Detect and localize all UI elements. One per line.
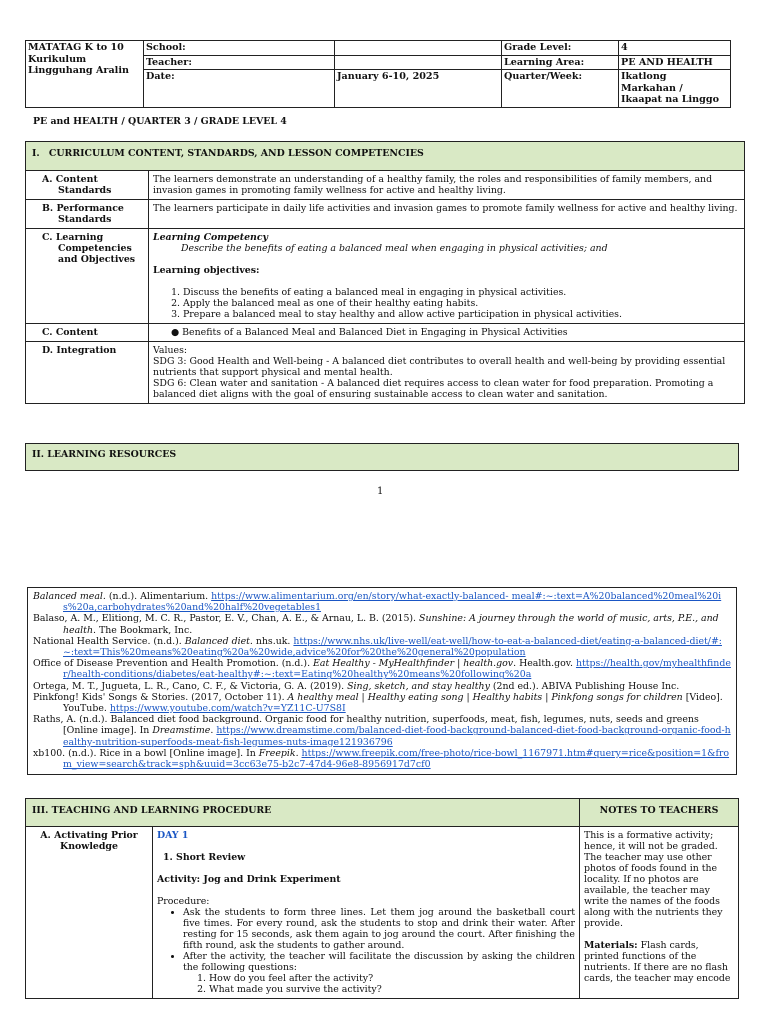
- objective-item: 3. Prepare a balanced meal to stay healthy and allow active participation in physical activities.: [183, 309, 740, 320]
- reference-link[interactable]: https://www.alimentarium.org/en/story/what-exactly-balanced- meal#:~:text=A%20balanced%20meal%20is%20a,carbohydrates%20and%20half%20vegetables1: [63, 591, 722, 614]
- curriculum-title: MATATAG K to 10 Kurikulum Lingguhang Aralin: [26, 41, 144, 108]
- sdg6-text: SDG 6: Clean water and sanitation - A balanced diet requires access to clean water for food preparation. Promoting a balanced diet aligns with the goal of ensuring sustainable access to clean water and sanitation.: [153, 378, 714, 400]
- performance-standards-label: B. Performance Standards: [26, 200, 149, 229]
- performance-standards-text: The learners participate in daily life activities and invasion games to promote family wellness for active and healthy living.: [149, 200, 745, 229]
- notes-header: NOTES TO TEACHERS: [580, 799, 739, 827]
- questions-list: [183, 973, 575, 995]
- reference-item: Office of Disease Prevention and Health Promotion. (n.d.). Eat Healthy - MyHealthfinder | health.gov. Health.gov. https://health.gov/myhealthfinder/health-conditions/diabetes/eat-healthy#:~:text=Eating%20healthy%20means%20following%20a: [33, 658, 731, 681]
- grade-label: Grade Level:: [502, 41, 619, 56]
- area-label: Learning Area:: [502, 55, 619, 70]
- reference-link[interactable]: https://www.dreamstime.com/balanced-diet-food-background-balanced-diet-food-background-organic-food-healthy-nutrition-superfoods-meat-fish-legumes-nuts-image121936796: [63, 725, 731, 748]
- date-value: January 6-10, 2025: [335, 70, 502, 108]
- integration-label: D. Integration: [26, 342, 149, 404]
- activating-knowledge-label: A. Activating Prior Knowledge: [26, 827, 153, 999]
- reference-item: Balaso, A. M., Elitiong, M. C. R., Pastor, E. V., Chan, A. E., & Arnau, L. B. (2015). Sunshine: A journey through the world of music, arts, P.E., and health. The Bookmark, Inc.: [33, 613, 719, 636]
- competency-text: Describe the benefits of eating a balanced meal when engaging in physical activities; and: [181, 243, 608, 254]
- procedure-table: [25, 798, 739, 999]
- objective-item: 2. Apply the balanced meal as one of their healthy eating habits.: [183, 298, 740, 309]
- reference-link[interactable]: https://www.freepik.com/free-photo/rice-bowl_1167971.htm#query=rice&position=1&from_view=search&track=sph&uuid=3cc63e75-b2c7-47d4-96e8-8956917d7cf0: [63, 747, 730, 771]
- sdg3-text: SDG 3: Good Health and Well-being - A balanced diet contributes to overall health and well-being by providing essential nutrients that support physical and mental health.: [153, 356, 726, 378]
- section1-title: CURRICULUM CONTENT, STANDARDS, AND LESSON COMPETENCIES: [48, 148, 424, 159]
- date-label: Date:: [144, 70, 335, 108]
- grade-value: 4: [619, 41, 731, 56]
- objective-item: 1. Discuss the benefits of eating a balanced meal in engaging in physical activities.: [183, 287, 740, 298]
- activating-knowledge-content: [153, 827, 580, 999]
- question-item: 1. How do you feel after the activity?: [209, 973, 575, 984]
- area-value: PE AND HEALTH: [619, 55, 731, 70]
- references-box: [27, 587, 737, 775]
- integration-text: [149, 342, 745, 404]
- reference-item: National Health Service. (n.d.). Balanced diet. nhs.uk. https://www.nhs.uk/live-well/eat-well/how-to-eat-a-balanced-diet/eating-a-balanced-diet/#:~:text=This%20means%20eating%20a%20wide,advice%20for%20the%20general%20population: [33, 635, 722, 659]
- school-label: School:: [144, 41, 335, 56]
- bullet-icon: ●: [171, 327, 180, 338]
- content-label: C. Content: [26, 324, 149, 342]
- reference-link[interactable]: https://www.nhs.uk/live-well/eat-well/how-to-eat-a-balanced-diet/eating-a-balanced-diet/#:~:text=This%20means%20eating%20a%20wide,advice%20for%20the%20general%20population: [63, 635, 722, 659]
- competency-title: Learning Competency: [153, 232, 269, 243]
- procedure-item: • Ask the students to form three lines. Let them jog around the basketball court five times. For every round, ask the students to stop and drink their water. After resting for 15 seconds, ask them again to jog around the court. After finishing the fifth round, ask the students to gather around.: [183, 907, 575, 951]
- content-standards-text: The learners demonstrate an understanding of a healthy family, the roles and responsibilities of family members, and invasion games in promoting family wellness for active and healthy living.: [149, 171, 745, 200]
- procedure-list: [157, 907, 575, 995]
- quarter-value: Ikatlong Markahan / Ikaapat na Linggo: [619, 70, 731, 108]
- materials-text: Materials: Flash cards, printed functions of the nutrients. If there are no flash cards, the teacher may encode: [584, 940, 731, 984]
- reference-item: Balanced meal. (n.d.). Alimentarium. https://www.alimentarium.org/en/story/what-exactly-balanced- meal#:~:text=A%20balanced%20meal%20is%20a,carbohydrates%20and%20half%20vegetables1: [33, 591, 722, 614]
- short-review: 1. Short Review: [163, 852, 246, 863]
- quarter-label: Quarter/Week:: [502, 70, 619, 108]
- procedure-item: • After the activity, the teacher will facilitate the discussion by asking the children the following questions: 1. How do you feel after the activity? 2. What made you survive the activity?: [183, 951, 575, 995]
- day-label: DAY 1: [157, 830, 189, 841]
- learning-competencies-label: C. Learning Competencies and Objectives: [26, 229, 149, 324]
- content-text: ● Benefits of a Balanced Meal and Balanced Diet in Engaging in Physical Activities: [149, 324, 745, 342]
- teacher-label: Teacher:: [144, 55, 335, 70]
- values-label: Values:: [153, 345, 188, 356]
- header-table: [25, 40, 731, 108]
- page-number: 1: [377, 486, 384, 497]
- reference-link[interactable]: https://health.gov/myhealthfinder/health-conditions/diabetes/eat-healthy#:~:text=Eating%20healthy%20means%20following%20a: [63, 658, 731, 681]
- objectives-title: Learning objectives:: [153, 265, 260, 276]
- activity-title: Activity: Jog and Drink Experiment: [157, 874, 341, 885]
- reference-item: xb100. (n.d.). Rice in a bowl [Online image]. In Freepik. https://www.freepik.com/free-photo/rice-bowl_1167971.htm#query=rice&position=1&from_view=search&track=sph&uuid=3cc63e75-b2c7-47d4-96e8-8956917d7cf0: [33, 747, 730, 771]
- curriculum-table: [25, 141, 745, 404]
- section2-header: II. LEARNING RESOURCES: [25, 443, 739, 471]
- reference-link[interactable]: https://www.youtube.com/watch?v=YZ11C-U7S8I: [109, 703, 346, 715]
- objectives-list: [153, 287, 740, 320]
- notes-text: This is a formative activity; hence, it will not be graded. The teacher may use other photos of foods found in the locality. If no photos are available, the teacher may write the names of the foods along with the nutrients they provide.: [584, 830, 723, 929]
- reference-item: Pinkfong! Kids' Songs & Stories. (2017, October 11). A healthy meal | Healthy eating song | Healthy habits | Pinkfong songs for children [Video]. YouTube. https://www.youtube.com/watch?v=YZ11C-U7S8I: [33, 691, 723, 715]
- section1-number: I.: [32, 148, 40, 159]
- reference-item: Raths, A. (n.d.). Balanced diet food background. Organic food for healthy nutrition, superfoods, meat, fish, legumes, nuts, seeds and greens [Online image]. In Dreamstime. https://www.dreamstime.com/balanced-diet-food-background-balanced-diet-food-background-organic-food-healthy-nutrition-superfoods-meat-fish-legumes-nuts-image121936796: [33, 714, 731, 748]
- page-title: PE and HEALTH / QUARTER 3 / GRADE LEVEL 4: [33, 116, 287, 127]
- section3-header: III. TEACHING AND LEARNING PROCEDURE: [26, 799, 580, 827]
- school-value: [335, 41, 502, 56]
- content-standards-label: A. Content Standards: [26, 171, 149, 200]
- question-item: 2. What made you survive the activity?: [209, 984, 575, 995]
- learning-competencies-text: [149, 229, 745, 324]
- notes-content: [580, 827, 739, 999]
- reference-item: Ortega, M. T., Jugueta, L. R., Cano, C. F., & Victoria, G. A. (2019). Sing, sketch, and stay healthy (2nd ed.). ABIVA Publishing House Inc.: [33, 680, 680, 692]
- section1-header: [26, 142, 745, 171]
- teacher-value: [335, 55, 502, 70]
- procedure-label: Procedure:: [157, 896, 210, 907]
